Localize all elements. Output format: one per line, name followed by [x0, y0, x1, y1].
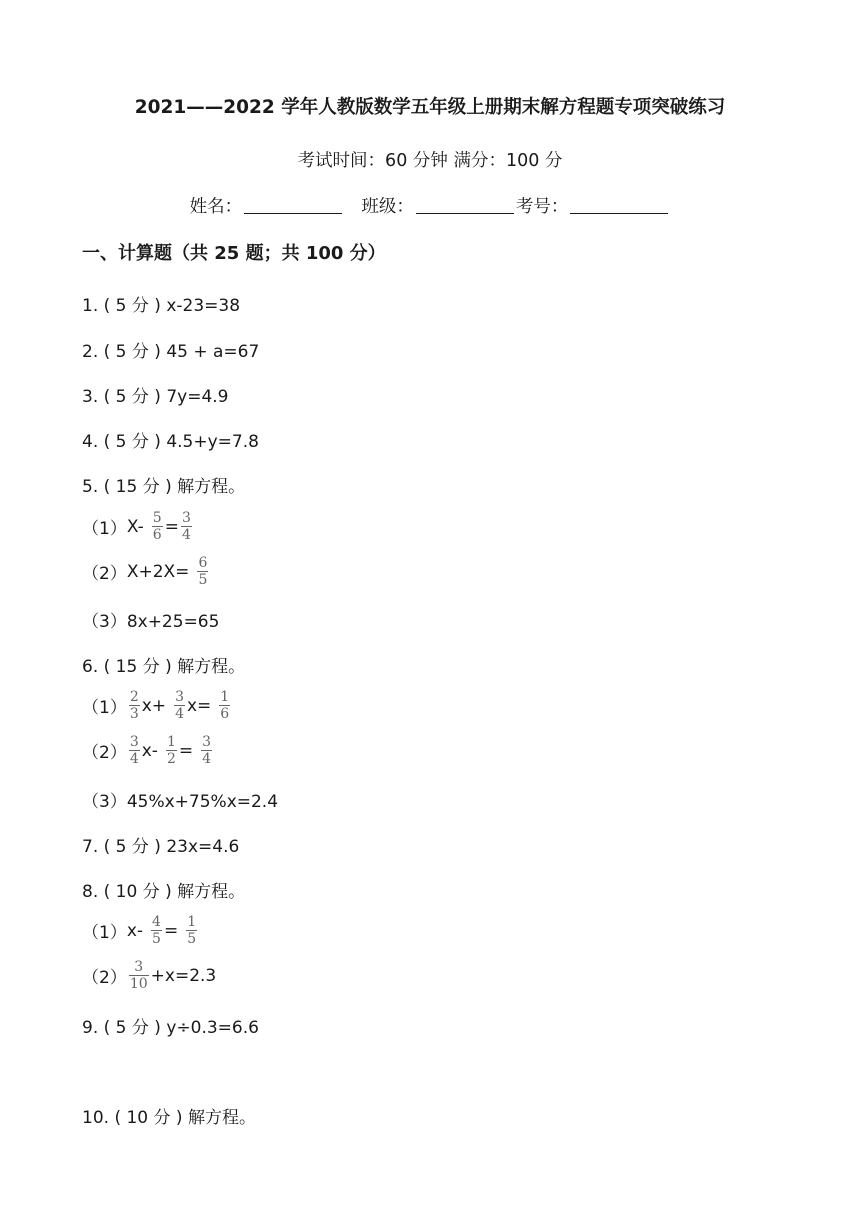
section-heading: 一、计算题（共 25 题；共 100 分） — [82, 243, 386, 264]
equation-text: x- — [126, 920, 144, 941]
page-title: 2021——2022 学年人教版数学五年级上册期末解方程题专项突破练习 — [134, 97, 726, 118]
fraction: $\frac{1}{6}$ — [220, 689, 230, 722]
question-6-part-1 — [82, 690, 232, 721]
equals-sign: = — [164, 516, 179, 537]
equation-text: x= — [186, 695, 212, 716]
question-6-part-3: （3）45%x+75%x=2.4 — [82, 792, 279, 812]
fraction: $\frac{3}{4}$ — [175, 689, 184, 722]
question-2: 2. ( 5 分 ) 45 + a=67 — [82, 342, 260, 362]
question-7: 7. ( 5 分 ) 23x=4.6 — [82, 837, 240, 857]
question-1: 1. ( 5 分 ) x-23=38 — [82, 296, 241, 316]
exam-no-label: 考号： — [515, 197, 569, 217]
question-10: 10. ( 10 分 ) 解方程。 — [82, 1108, 256, 1128]
class-label: 班级： — [361, 197, 414, 217]
fraction: $\frac{6}{5}$ — [198, 555, 208, 588]
question-3: 3. ( 5 分 ) 7y=4.9 — [82, 387, 229, 407]
part-label: （1） — [82, 519, 127, 539]
fraction: $\frac{3}{4}$ — [181, 510, 191, 543]
question-8: 8. ( 10 分 ) 解方程。 — [82, 882, 246, 902]
question-4: 4. ( 5 分 ) 4.5+y=7.8 — [82, 432, 259, 452]
part-label: （1） — [82, 923, 127, 943]
fraction: $\frac{4}{5}$ — [152, 914, 161, 947]
name-label: 姓名： — [189, 197, 243, 217]
exam-no-blank[interactable] — [570, 195, 668, 214]
question-8-part-1 — [82, 915, 199, 946]
question-5: 5. ( 15 分 ) 解方程。 — [82, 477, 246, 497]
equation-text: = — [178, 740, 194, 761]
question-5-part-1 — [82, 511, 194, 542]
fraction: $\frac{1}{5}$ — [187, 914, 197, 947]
part-label: （2） — [82, 968, 127, 988]
question-5-part-3: （3）8x+25=65 — [82, 612, 220, 632]
fraction: $\frac{3}{4}$ — [129, 734, 139, 767]
equation-text: X+2X= — [126, 561, 190, 582]
question-8-part-2 — [82, 960, 216, 991]
student-info-line — [0, 193, 860, 218]
equation-text: X- — [126, 516, 144, 537]
equation-text: x+ — [141, 695, 167, 716]
part-label: （2） — [82, 743, 127, 763]
name-blank[interactable] — [244, 195, 342, 214]
equation-text: +x=2.3 — [150, 965, 217, 986]
fraction: $\frac{3}{10}$ — [129, 959, 148, 992]
question-6: 6. ( 15 分 ) 解方程。 — [82, 657, 246, 677]
part-label: （2） — [82, 564, 127, 584]
class-blank[interactable] — [416, 195, 514, 214]
fraction: $\frac{3}{4}$ — [202, 734, 212, 767]
exam-meta: 考试时间：60 分钟 满分：100 分 — [297, 151, 563, 171]
equals-sign: = — [163, 920, 179, 941]
question-6-part-2 — [82, 735, 214, 766]
fraction: $\frac{1}{2}$ — [166, 734, 176, 767]
part-label: （1） — [82, 698, 127, 718]
fraction: $\frac{5}{6}$ — [152, 510, 162, 543]
equation-text: x- — [141, 740, 158, 761]
fraction: $\frac{2}{3}$ — [129, 689, 139, 722]
question-9: 9. ( 5 分 ) y÷0.3=6.6 — [82, 1018, 259, 1038]
question-5-part-2 — [82, 556, 210, 587]
